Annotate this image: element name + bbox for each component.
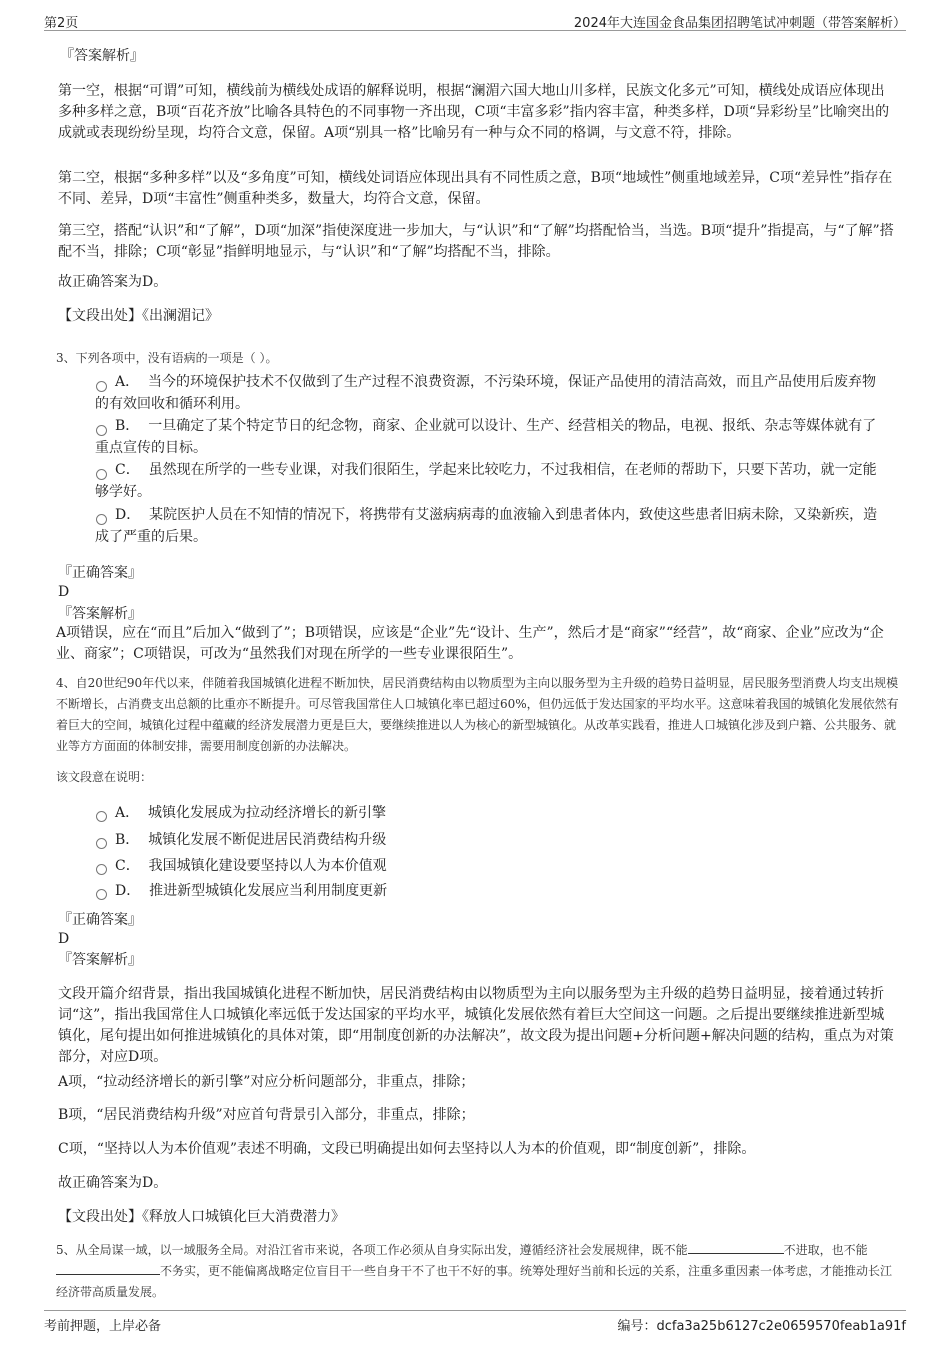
q4-option-b (115, 829, 386, 851)
q4-option-a-letter: A． (115, 805, 140, 821)
q3-stem: 3、下列各项中，没有语病的一项是（ ）。 (56, 351, 278, 365)
page-footer (44, 1310, 906, 1333)
q3-option-d-text: 某院医护人员在不知情的情况下，将携带有艾滋病病毒的血液输入到患者体内，致使这些患者旧病未除，又染新疾，造成了严重的后果。 (95, 507, 878, 545)
q3-option-c-letter: C． (115, 462, 140, 478)
footer-slogan: 考前押题，上岸必备 (44, 1319, 162, 1334)
q4-option-d-radio[interactable] (96, 889, 107, 900)
q4-prompt: 该文段意在说明： (56, 770, 153, 784)
page-number: 第2页 (44, 16, 79, 31)
q4-option-b-letter: B． (115, 832, 140, 848)
q4-source: 【文段出处】《释放人口城镇化巨大消费潜力》 (58, 1209, 345, 1225)
q4-option-c (115, 855, 387, 877)
q4-analysis-line-c: C项，“坚持以人为本价值观”表述不明确，文段已明确提出如何去坚持以人为本的价值观，即“制度创新”，排除。 (58, 1141, 756, 1157)
q2-analysis-para2: 第二空，根据“多种多样”以及“多角度”可知，横线处词语应体现出具有不同性质之意，B项“地域性”侧重地域差异，C项“差异性”指存在不同、差异，D项“丰富性”侧重种类多，数量大，均符合文意，保留。 (58, 170, 893, 207)
q2-source: 【文段出处】《出澜湄记》 (58, 308, 219, 324)
document-code-label: 编号： (617, 1319, 657, 1334)
q4-option-a (115, 802, 386, 824)
q4-option-d-letter: D． (115, 883, 141, 899)
q4-conclusion: 故正确答案为D。 (58, 1175, 168, 1191)
q4-option-c-text: 我国城镇化建设要坚持以人为本价值观 (148, 858, 387, 874)
q4-option-c-radio[interactable] (96, 864, 107, 875)
q4-analysis-para1: 文段开篇介绍背景，指出我国城镇化进程不断加快，居民消费结构由以物质型为主向以服务型为主升级的趋势日益明显，接着通过转折词“这”，指出我国常住人口城镇化率远低于发达国家的平均水平，城镇化发展依然有着巨大空间这一问题。之后提出要继续推进新型城镇化，尾句提出如何推进城镇化的具体对策，即“用制度创新的办法解决”，故文段为提出问题+分析问题+解决问题的结构，重点为对策部分，对应D项。 (58, 986, 894, 1065)
q2-analysis-para1: 第一空，根据“可谓”可知，横线前为横线处成语的解释说明，根据“澜湄六国大地山川多样，民族文化多元”可知，横线处成语应体现出多种多样之意，B项“百花齐放”比喻各具特色的不同事物一齐出现，C项“丰富多彩”指内容丰富，种类多样，D项“异彩纷呈”比喻突出的成就或表现纷纷呈现，均符合文意，保留。A项“别具一格”比喻另有一种与众不同的格调，与文意不符，排除。 (58, 83, 890, 141)
q3-option-b-text: 一旦确定了某个特定节日的纪念物，商家、企业就可以设计、生产、经营相关的物品，电视、报纸、杂志等媒体就有了重点宣传的目标。 (95, 418, 877, 456)
q4-analysis-label: 『答案解析』 (58, 952, 142, 968)
q3-option-a (95, 371, 885, 415)
document-code-value: dcfa3a25b6127c2e0659570feab1a91f (656, 1319, 906, 1334)
q3-option-c-text: 虽然现在所学的一些专业课，对我们很陌生，学起来比较吃力，不过我相信，在老师的帮助下，只要下苦功，就一定能够学好。 (95, 462, 877, 500)
q4-option-a-radio[interactable] (96, 811, 107, 822)
q2-analysis-label: 『答案解析』 (60, 48, 144, 64)
q2-conclusion: 故正确答案为D。 (58, 274, 168, 290)
q4-analysis-line-a: A项，“拉动经济增长的新引擎”对应分析问题部分，非重点，排除； (58, 1074, 475, 1090)
document-title: 2024年大连国金食品集团招聘笔试冲刺题（带答案解析） (573, 16, 906, 31)
q4-option-b-text: 城镇化发展不断促进居民消费结构升级 (148, 832, 387, 848)
q3-option-b-letter: B． (115, 418, 140, 434)
q3-option-c (95, 459, 885, 503)
q2-analysis-para3: 第三空，搭配“认识”和“了解”，D项“加深”指使深度进一步加大，与“认识”和“了解”均搭配恰当，当选。B项“提升”指提高，与“了解”搭配不当，排除；C项“彰显”指鲜明地显示，与“认识”和“了解”均搭配不当，排除。 (58, 223, 894, 260)
q5-stem-part1: 5、从全局谋一域，以一域服务全局。对沿江省市来说，各项工作必须从自身实际出发，遵循经济社会发展规律，既不能 (56, 1243, 688, 1257)
q4-analysis-line-b: B项，“居民消费结构升级”对应首句背景引入部分，非重点，排除； (58, 1107, 475, 1123)
q5-stem-part2: 不进取，也不能 (783, 1243, 868, 1257)
q4-correct-label: 『正确答案』 (58, 912, 142, 928)
page-header (44, 10, 906, 31)
q5-blank-1[interactable] (688, 1241, 784, 1254)
document-code (617, 1315, 906, 1334)
q4-option-d-text: 推进新型城镇化发展应当利用制度更新 (149, 883, 388, 899)
q3-option-d (95, 504, 885, 548)
q3-option-d-letter: D． (115, 507, 141, 523)
q3-option-b (95, 415, 885, 459)
q3-correct-label: 『正确答案』 (58, 565, 142, 581)
q4-option-c-letter: C． (115, 858, 140, 874)
q3-correct-answer: D (58, 584, 70, 600)
q4-option-a-text: 城镇化发展成为拉动经济增长的新引擎 (148, 805, 387, 821)
q4-correct-answer: D (58, 931, 70, 947)
q3-analysis-label: 『答案解析』 (58, 606, 142, 622)
q3-analysis: A项错误，应在“而且”后加入“做到了”；B项错误，应该是“企业”先“设计、生产”，然后才是“商家”“经营”，故“商家、企业”应改为“企业、商家”；C项错误，可改为“虽然我们对现在所学的一些专业课很陌生”。 (56, 625, 884, 662)
q3-option-a-text: 当今的环境保护技术不仅做到了生产过程不浪费资源，不污染环境，保证产品使用的清洁高效，而且产品使用后废弃物的有效回收和循环利用。 (95, 374, 877, 412)
q3-option-a-letter: A． (115, 374, 140, 390)
q4-stem: 4、自20世纪90年代以来，伴随着我国城镇化进程不断加快，居民消费结构由以物质型为主向以服务型为主升级的趋势日益明显，居民服务型消费人均支出规模不断增长，占消费支出总额的比重亦不断提升。可尽管我国常住人口城镇化率已超过60%，但仍远低于发达国家的平均水平。这意味着我国的城镇化发展依然有着巨大的空间，城镇化过程中蕴藏的经济发展潜力更是巨大，要继续推进以人为核心的新型城镇化。从改革实践看，推进人口城镇化涉及到户籍、公共服务、就业等方方面面的体制安排，需要用制度创新的办法解决。 (56, 676, 899, 753)
q5-stem-part3: 不务实，更不能偏离战略定位盲目干一些自身干不了也干不好的事。统筹处理好当前和长远的关系，注重多重因素一体考虑，才能推动长江经济带高质量发展。 (56, 1264, 893, 1299)
q5-blank-2[interactable] (56, 1262, 160, 1275)
q4-option-d (115, 880, 387, 902)
q5-stem (56, 1240, 902, 1303)
q4-option-b-radio[interactable] (96, 838, 107, 849)
